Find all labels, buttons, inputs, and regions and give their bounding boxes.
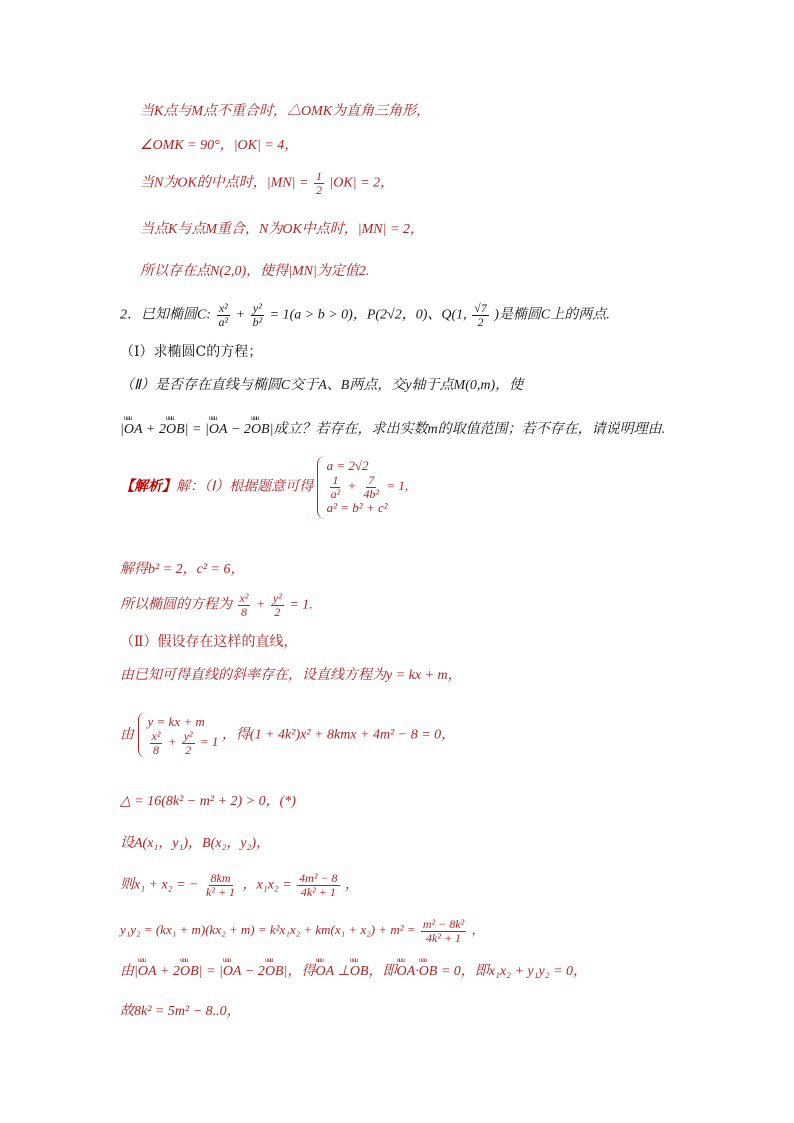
points-setup: 设A(x₁，y₁)，B(x₂，y₂)， xyxy=(120,836,271,851)
half-fraction: $\frac{1}{2}$ xyxy=(315,169,322,197)
perpendicular-condition: 由|uuu OA + 2uuu OB| = |uuu OA − 2uuu OB|，得uuu OA ⊥uuu OB，即uuu OA·uuu OB = 0，即x₁x₂ + y₁y₂ = 0， xyxy=(120,964,587,981)
vector-oa-2: uuu OA xyxy=(209,422,228,439)
cont-line-4: 当点K与点M重合，N为OK中点时，|MN| = 2， xyxy=(140,222,424,237)
equation-system-2: y = kx + m $\frac{\text{x²}}{8}$ + $\frac{\text{y²}}{2}$ = 1 xyxy=(138,714,219,756)
vieta-formulas: 则x₁ + x₂ = − $\frac{8km}{\text{k² + 1}}$ ，x₁x₂ = $\frac{\text{4m² − 8}}{\text{4k² + 1}}$ ， xyxy=(120,871,360,899)
cont-line-5: 所以存在点N(2,0)，使得|MN|为定值2. xyxy=(140,264,370,279)
cont-line-3-a: 当N为OK的中点时，|MN| = xyxy=(140,175,309,191)
x2-over-a2: $\frac{\text{x²}}{\text{a²}}$ xyxy=(218,301,229,329)
equation-system-1: a = 2√2 $\frac{1}{\text{a²}}$ + $\frac{7}{\text{4b²}}$ = 1, a² = b² + c² xyxy=(317,458,409,517)
plus-sign: + xyxy=(235,307,246,323)
condition-tail: |成立？若存在，求出实数m的取值范围；若不存在，请说明理由. xyxy=(269,422,666,437)
y2-over-b2: $\frac{\text{y²}}{\text{b²}}$ xyxy=(252,301,263,329)
cont-line-2: ∠OMK = 90°，|OK| = 4， xyxy=(140,138,299,153)
ellipse-equation: 所以椭圆的方程为 $\frac{\text{x²}}{8}$ + $\frac{\text{y²}}{2}$ = 1. xyxy=(120,591,313,619)
vector-ob-2: uuu OB xyxy=(251,422,270,439)
solution-part-2-intro: （Ⅱ）假设存在这样的直线， xyxy=(120,634,298,650)
stem-part-c: )是椭圆C上的两点. xyxy=(494,307,610,323)
cont-line-3-b: |OK| = 2， xyxy=(329,175,395,191)
vector-ob: uuu OB xyxy=(166,422,185,439)
analysis-tag: 【解析】 xyxy=(120,479,176,495)
sqrt7-over-2: $\frac{√7}{2}$ xyxy=(474,301,487,329)
solution-b-c: 解得b² = 2，c² = 6， xyxy=(120,562,245,577)
cont-line-1: 当K点与M点不重合时，△OMK为直角三角形， xyxy=(140,104,431,119)
question-2-part-1: （Ⅰ）求椭圆C的方程； xyxy=(120,344,263,360)
line-equation-setup: 由已知可得直线的斜率存在，设直线方程为y = kx + m， xyxy=(120,668,462,683)
question-2-vector-condition: |uuu OA + 2uuu OB| = |uuu OA − 2uuu OB|成立？若存在，求出实数m的取值范围；若不存在，请说明理由. xyxy=(120,422,665,439)
solution-intro: 解：（Ⅰ）根据题意可得 xyxy=(176,479,314,495)
stem-part-a: 2．已知椭圆C: xyxy=(120,307,211,323)
question-2-part-2: （Ⅱ）是否存在直线与椭圆C交于A、B两点，交y轴于点M(0,m)，使 xyxy=(120,378,524,393)
y1y2-expansion: y₁y₂ = (kx₁ + m)(kx₂ + m) = k²x₁x₂ + km(x₁ + x₂) + m² = $\frac{\text{m² − 8k²}}{\text{4k² + 1}}$ ， xyxy=(120,917,485,945)
final-relation: 故8k² = 5m² − 8..0， xyxy=(120,1004,241,1019)
cont-line-3 xyxy=(140,170,394,196)
equation-system-2-line: 由 y = kx + m $\frac{\text{x²}}{8}$ + $\frac{\text{y²}}{2}$ = 1 ，得(1 + 4k²)x² + 8kmx + 4m² − 8 = 0， xyxy=(120,714,456,757)
stem-part-b: = 1(a > b > 0)，P(2√2，0)、Q(1, xyxy=(269,307,467,323)
question-2-stem xyxy=(120,302,610,328)
solution-part-1 xyxy=(120,458,408,517)
discriminant: △ = 16(8k² − m² + 2) > 0，(*) xyxy=(120,794,296,809)
vector-oa: uuu OA xyxy=(124,422,143,439)
